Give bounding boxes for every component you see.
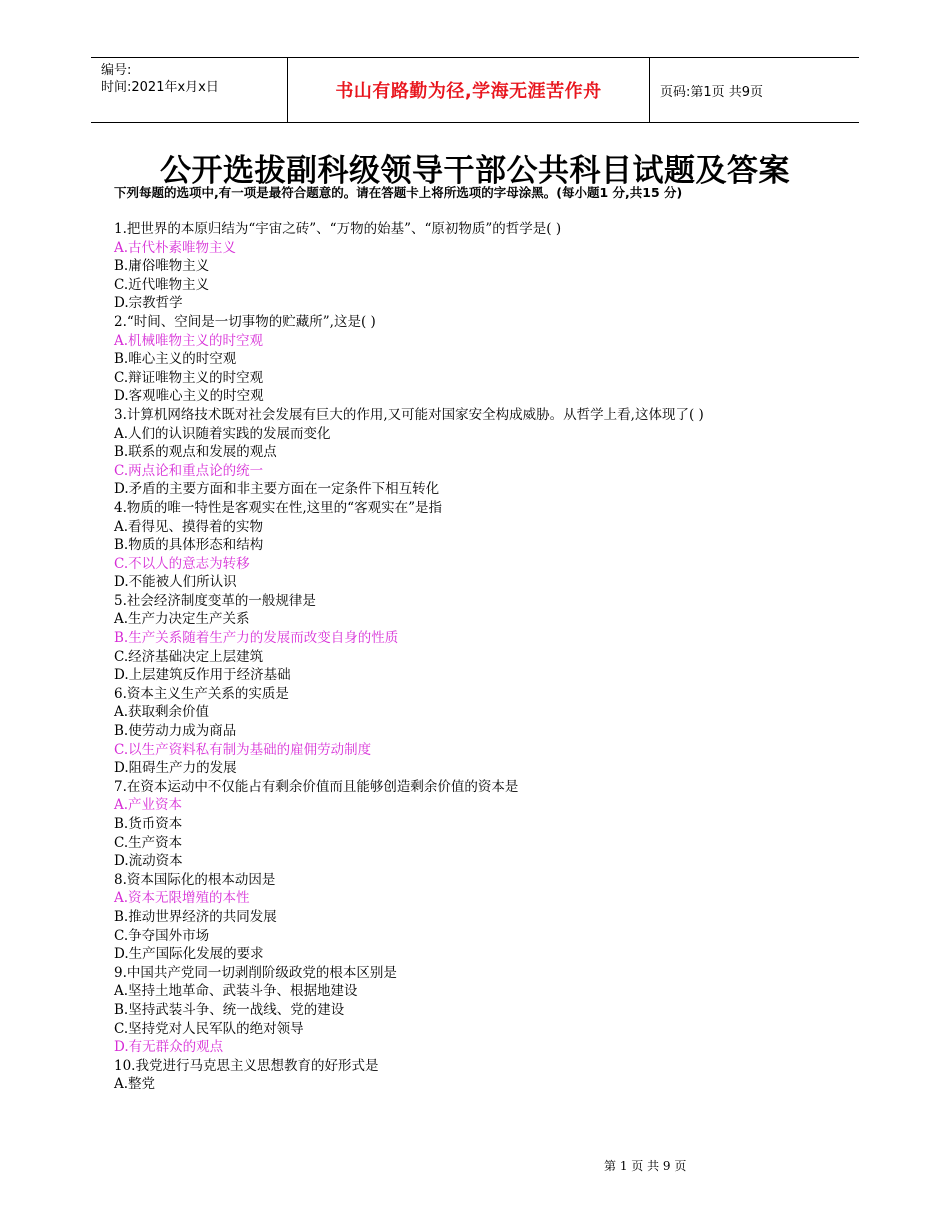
page-title: 公开选拔副科级领导干部公共科目试题及答案 (160, 153, 790, 189)
question-option: D.宗教哲学 (114, 295, 183, 312)
question-stem: 2.“时间、空间是一切事物的贮藏所”,这是( ) (114, 313, 376, 330)
answer-option: B.生产关系随着生产力的发展而改变自身的性质 (114, 630, 399, 647)
question-option: A.看得见、摸得着的实物 (114, 518, 264, 535)
answer-option: A.产业资本 (114, 797, 183, 814)
answer-option: A.机械唯物主义的时空观 (114, 332, 264, 349)
question-stem: 1.把世界的本原归结为“宇宙之砖”、“万物的始基”、“原初物质”的哲学是( ) (114, 221, 562, 237)
question-stem: 6.资本主义生产关系的实质是 (114, 685, 289, 702)
question-stem: 4.物质的唯一特性是客观实在性,这里的“客观实在”是指 (114, 499, 442, 516)
number-label: 编号: (101, 63, 132, 78)
question-option: C.近代唯物主义 (114, 276, 210, 293)
question-option: D.上层建筑反作用于经济基础 (114, 667, 291, 684)
question-option: B.坚持武装斗争、统一战线、党的建设 (114, 1001, 345, 1018)
answer-option: C.两点论和重点论的统一 (114, 462, 264, 479)
question-option: C.经济基础决定上层建筑 (114, 648, 264, 665)
question-option: C.生产资本 (114, 834, 183, 851)
question-option: A.整党 (114, 1076, 156, 1093)
question-stem: 8.资本国际化的根本动因是 (114, 871, 276, 888)
question-option: D.流动资本 (114, 853, 183, 870)
question-option: C.争夺国外市场 (114, 927, 210, 944)
question-option: D.生产国际化发展的要求 (114, 946, 264, 963)
question-option: D.矛盾的主要方面和非主要方面在一定条件下相互转化 (114, 481, 440, 498)
question-option: B.物质的具体形态和结构 (114, 537, 264, 554)
question-option: B.联系的观点和发展的观点 (114, 444, 277, 461)
question-option: B.推动世界经济的共同发展 (114, 908, 277, 925)
question-option: C.坚持党对人民军队的绝对领导 (114, 1020, 304, 1037)
question-option: C.辩证唯物主义的时空观 (114, 369, 264, 386)
question-option: B.庸俗唯物主义 (114, 258, 210, 275)
page-info: 页码:第1页 共9页 (660, 84, 764, 100)
page-footer: 第 1 页 共 9 页 (604, 1159, 687, 1173)
question-option: A.坚持土地革命、武装斗争、根据地建设 (114, 983, 358, 1000)
answer-option: C.不以人的意志为转移 (114, 555, 250, 572)
question-stem: 9.中国共产党同一切剥削阶级政党的根本区别是 (114, 964, 397, 981)
instructions: 下列每题的选项中,有一项是最符合题意的。请在答题卡上将所选项的字母涂黑。(每小题1 分,共15 分) (114, 185, 683, 200)
question-option: A.人们的认识随着实践的发展而变化 (114, 425, 331, 442)
question-stem: 7.在资本运动中不仅能占有剩余价值而且能够创造剩余价值的资本是 (114, 778, 519, 795)
time-label: 时间:2021年x月x日 (101, 80, 219, 95)
question-stem: 3.计算机网络技术既对社会发展有巨大的作用,又可能对国家安全构成威胁。从哲学上看,这体现了( ) (114, 406, 704, 423)
question-option: B.唯心主义的时空观 (114, 351, 237, 368)
answer-option: D.有无群众的观点 (114, 1039, 224, 1056)
header-meta (91, 58, 287, 122)
question-option: D.客观唯心主义的时空观 (114, 388, 264, 405)
motto: 书山有路勤为径,学海无涯苦作舟 (287, 58, 650, 122)
answer-option: A.古代朴素唯物主义 (114, 239, 237, 256)
question-option: D.不能被人们所认识 (114, 574, 237, 591)
question-option: B.货币资本 (114, 816, 183, 832)
question-option: D.阻碍生产力的发展 (114, 760, 237, 777)
question-list (114, 220, 840, 1094)
answer-option: C.以生产资料私有制为基础的雇佣劳动制度 (114, 741, 372, 758)
document-header (91, 57, 859, 123)
question-option: A.生产力决定生产关系 (114, 611, 250, 628)
question-stem: 5.社会经济制度变革的一般规律是 (114, 592, 316, 609)
question-option: A.获取剩余价值 (114, 704, 210, 721)
answer-option: A.资本无限增殖的本性 (114, 890, 250, 907)
question-option: B.使劳动力成为商品 (114, 723, 237, 740)
question-stem: 10.我党进行马克思主义思想教育的好形式是 (114, 1057, 379, 1074)
